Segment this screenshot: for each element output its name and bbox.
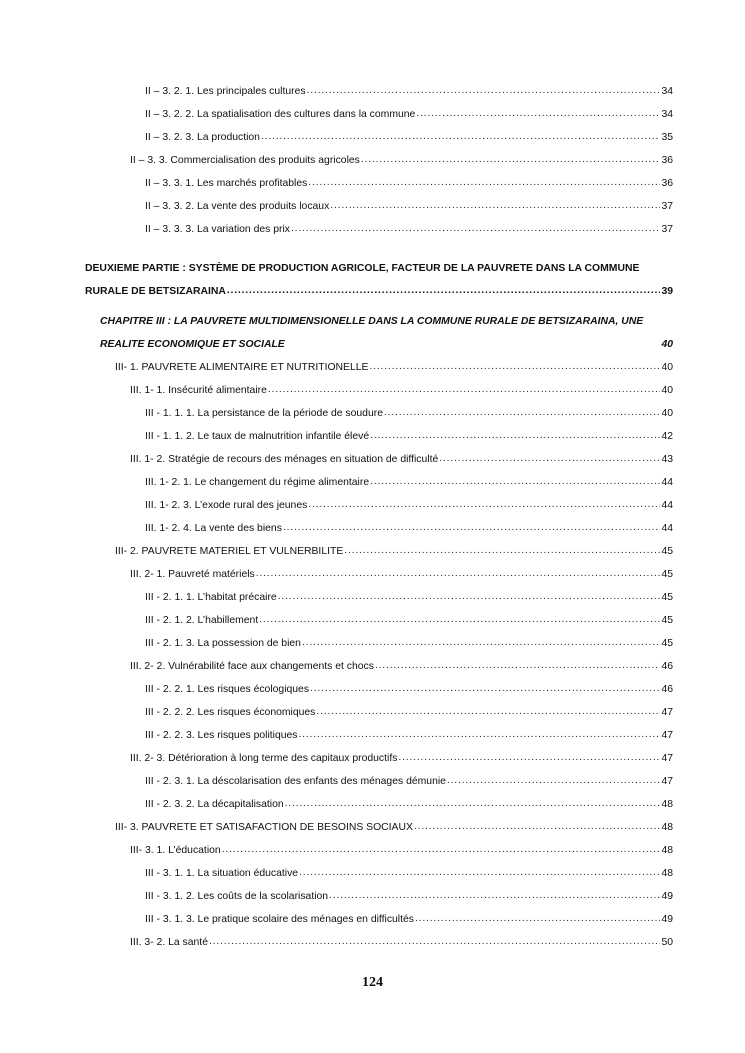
toc-entry-page: 47 [661, 730, 673, 741]
toc-entry [145, 131, 673, 145]
part-heading-line1: DEUXIEME PARTIE : SYSTÈME DE PRODUCTION AGRICOLE, FACTEUR DE LA PAUVRETE DANS LA COMMUNE [85, 263, 640, 274]
toc-entry-title: III - 3. 1. 1. La situation éducative [145, 868, 299, 879]
toc-entry-page: 46 [661, 684, 673, 695]
toc-entry [115, 821, 673, 835]
chapter-heading-line2 [100, 338, 673, 352]
toc-entry-title: III. 1- 1. Insécurité alimentaire [130, 385, 267, 396]
toc-entry-title: III - 2. 3. 1. La déscolarisation des enfants des ménages démunie [145, 776, 446, 787]
toc-leader [299, 866, 660, 880]
toc-entry [145, 430, 673, 444]
toc-entry [145, 223, 673, 237]
chapter-heading-line1: CHAPITRE III : LA PAUVRETE MULTIDIMENSIONELLE DANS LA COMMUNE RURALE DE BETSIZARAINA, UNE [100, 316, 644, 327]
toc-entry [130, 936, 673, 950]
toc-entry [130, 752, 673, 766]
chapter-heading-title: REALITE ECONOMIQUE ET SOCIALE [100, 339, 285, 350]
toc-entry-title: III - 2. 1. 1. L’habitat précaire [145, 592, 277, 603]
toc-leader [285, 797, 661, 811]
toc-entry-page: 44 [661, 500, 673, 511]
toc-entry-page: 44 [661, 523, 673, 534]
toc-entry-title: II – 3. 2. 2. La spatialisation des cultures dans la commune [145, 109, 416, 120]
toc-entry-page: 50 [661, 937, 673, 948]
toc-entry-page: 47 [661, 753, 673, 764]
toc-entry-page: 40 [661, 408, 673, 419]
toc-leader [308, 176, 660, 190]
toc-entry-title: III - 2. 3. 2. La décapitalisation [145, 799, 284, 810]
toc-entry-page: 35 [661, 132, 673, 143]
toc-entry-page: 49 [661, 914, 673, 925]
toc-leader [330, 199, 660, 213]
toc-leader [361, 153, 661, 167]
toc-leader [256, 567, 661, 581]
toc-entry-page: 44 [661, 477, 673, 488]
toc-entry-page: 46 [661, 661, 673, 672]
toc-entry-title: III. 2- 2. Vulnérabilité face aux changements et chocs [130, 661, 374, 672]
toc-leader [268, 383, 661, 397]
toc-entry [115, 361, 673, 375]
toc-leader [415, 912, 660, 926]
toc-entry-page: 42 [661, 431, 673, 442]
toc-entry [145, 637, 673, 651]
toc-entry-page: 34 [661, 109, 673, 120]
toc-entry [145, 591, 673, 605]
toc-entry-title: III. 3- 2. La santé [130, 937, 208, 948]
toc-entry [145, 522, 673, 536]
toc-entry-page: 48 [661, 868, 673, 879]
toc-entry [145, 177, 673, 191]
toc-entry-title: II – 3. 3. 2. La vente des produits locaux [145, 201, 330, 212]
toc-leader [283, 521, 661, 535]
toc-leader [227, 284, 661, 298]
toc-entry-title: III - 3. 1. 3. Le pratique scolaire des ménages en difficultés [145, 914, 414, 925]
toc-entry-page: 48 [661, 799, 673, 810]
toc-leader [222, 843, 661, 857]
toc-leader [369, 360, 660, 374]
toc-entry [145, 407, 673, 421]
toc-entry [145, 683, 673, 697]
toc-entry [145, 85, 673, 99]
toc-entry-title: III. 1- 2. 4. La vente des biens [145, 523, 282, 534]
toc-leader [414, 820, 661, 834]
toc-leader [278, 590, 661, 604]
toc-leader [344, 544, 660, 558]
toc-entry-title: III. 2- 1. Pauvreté matériels [130, 569, 255, 580]
toc-leader [298, 728, 660, 742]
toc-entry-title: III- 3. PAUVRETE ET SATISAFACTION DE BESOINS SOCIAUX [115, 822, 413, 833]
toc-entry-page: 43 [661, 454, 673, 465]
toc-entry-page: 45 [661, 592, 673, 603]
toc-entry [145, 499, 673, 513]
toc-entry-title: III- 3. 1. L’éducation [130, 845, 221, 856]
toc-entry [145, 108, 673, 122]
toc-entry [145, 913, 673, 927]
toc-entry-title: III. 1- 2. Stratégie de recours des ménages en situation de difficulté [130, 454, 439, 465]
toc-entry-title: II – 3. 3. 1. Les marchés profitables [145, 178, 308, 189]
toc-entry [145, 200, 673, 214]
toc-entry-page: 49 [661, 891, 673, 902]
toc-entry-page: 48 [661, 822, 673, 833]
toc-leader [370, 429, 660, 443]
toc-entry [115, 545, 673, 559]
toc-entry-page: 48 [661, 845, 673, 856]
toc-entry-title: III - 1. 1. 1. La persistance de la période de soudure [145, 408, 383, 419]
toc-leader [384, 406, 660, 420]
toc-entry [130, 154, 673, 168]
toc-entry-page: 37 [661, 224, 673, 235]
toc-entry-title: III - 2. 2. 3. Les risques politiques [145, 730, 298, 741]
toc-leader [308, 498, 660, 512]
part-heading-page: 39 [661, 286, 673, 297]
toc-leader [310, 682, 660, 696]
toc-entry-title: III. 1- 2. 3. L’exode rural des jeunes [145, 500, 308, 511]
toc-leader [416, 107, 660, 121]
toc-entry-title: III - 3. 1. 2. Les coûts de la scolarisation [145, 891, 329, 902]
toc-entry-title: II – 3. 2. 1. Les principales cultures [145, 86, 306, 97]
toc-entry-title: III - 2. 1. 3. La possession de bien [145, 638, 301, 649]
toc-entry [145, 798, 673, 812]
toc-leader [261, 130, 660, 144]
toc-entry-page: 36 [661, 155, 673, 166]
toc-entry-title: III - 2. 1. 2. L’habillement [145, 615, 259, 626]
toc-leader [370, 475, 660, 489]
toc-leader [302, 636, 660, 650]
toc-entry-page: 36 [661, 178, 673, 189]
toc-entry-title: III- 1. PAUVRETE ALIMENTAIRE ET NUTRITIONELLE [115, 362, 369, 373]
toc-leader [307, 84, 661, 98]
toc-entry-page: 47 [661, 707, 673, 718]
toc-entry-page: 34 [661, 86, 673, 97]
toc-entry-page: 45 [661, 638, 673, 649]
toc-entry-page: 47 [661, 776, 673, 787]
toc-entry [130, 660, 673, 674]
toc-entry-title: III - 1. 1. 2. Le taux de malnutrition infantile élevé [145, 431, 370, 442]
toc-entry-page: 40 [661, 362, 673, 373]
toc-leader [316, 705, 660, 719]
toc-entry-title: III. 2- 3. Détérioration à long terme des capitaux productifs [130, 753, 398, 764]
toc-entry-page: 37 [661, 201, 673, 212]
part-heading-title: RURALE DE BETSIZARAINA [85, 286, 226, 297]
toc-entry-title: II – 3. 2. 3. La production [145, 132, 260, 143]
toc-leader [439, 452, 660, 466]
toc-leader [291, 222, 660, 236]
toc-entry-page: 45 [661, 569, 673, 580]
toc-entry [145, 476, 673, 490]
toc-entry-page: 40 [661, 385, 673, 396]
toc-entry-title: II – 3. 3. 3. La variation des prix [145, 224, 290, 235]
toc-entry-page: 45 [661, 546, 673, 557]
toc-entry-title: III. 1- 2. 1. Le changement du régime alimentaire [145, 477, 370, 488]
toc-leader [447, 774, 661, 788]
toc-leader [259, 613, 660, 627]
toc-leader [375, 659, 661, 673]
toc-entry [145, 729, 673, 743]
part-heading-line2 [85, 285, 673, 299]
toc-entry [145, 775, 673, 789]
toc-entry [145, 614, 673, 628]
toc-entry-title: III- 2. PAUVRETE MATERIEL ET VULNERBILITE [115, 546, 344, 557]
toc-entry [145, 867, 673, 881]
toc-entry-page: 45 [661, 615, 673, 626]
toc-entry-title: III - 2. 2. 1. Les risques écologiques [145, 684, 310, 695]
toc-entry [145, 706, 673, 720]
toc-entry-title: III - 2. 2. 2. Les risques économiques [145, 707, 316, 718]
toc-entry [145, 890, 673, 904]
toc-entry-title: II – 3. 3. Commercialisation des produits agricoles [130, 155, 360, 166]
toc-entry [130, 384, 673, 398]
toc-leader [398, 751, 660, 765]
toc-leader [329, 889, 660, 903]
toc-entry [130, 568, 673, 582]
page-number: 124 [362, 975, 383, 990]
toc-entry [130, 453, 673, 467]
chapter-heading-page: 40 [661, 339, 673, 350]
toc-leader [209, 935, 660, 949]
toc-entry [130, 844, 673, 858]
